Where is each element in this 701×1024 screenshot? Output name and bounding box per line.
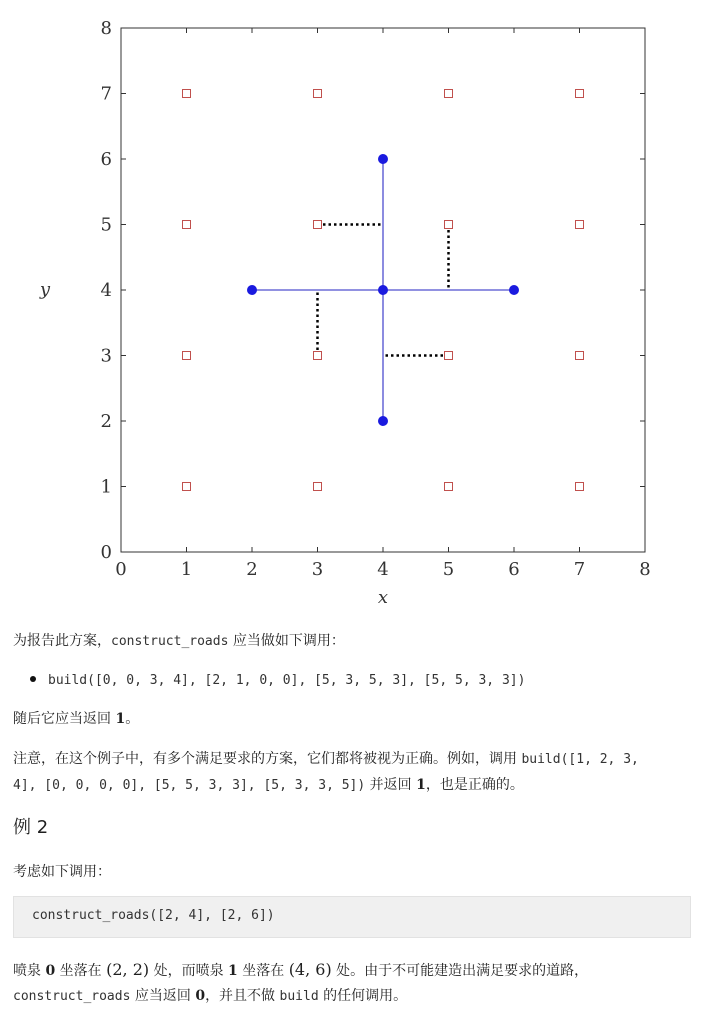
bench-marker <box>445 90 453 98</box>
text-segment: ，也是正确的。 <box>425 777 524 793</box>
text-segment: 处。由于不可能建造出满足要求的道路， <box>331 963 589 979</box>
x-tick-label: 7 <box>573 559 586 580</box>
paragraph-fountains-line1 <box>13 956 588 985</box>
x-tick-label: 3 <box>311 559 324 580</box>
y-tick-label: 3 <box>100 345 112 367</box>
bench-marker <box>183 483 191 491</box>
inline-code: construct_roads <box>13 989 131 1004</box>
code-block-text: construct_roads([2, 4], [2, 6]) <box>32 908 275 923</box>
y-axis-label: y <box>39 279 51 300</box>
bench-marker <box>576 352 584 360</box>
inline-code: build <box>279 989 319 1004</box>
text-segment: 的任何调用。 <box>318 988 408 1004</box>
paragraph-fountains-line2 <box>13 982 407 1011</box>
text-segment: 处，而喷泉 <box>149 963 229 979</box>
fountain-point <box>247 285 257 295</box>
y-tick-label: 5 <box>100 214 112 236</box>
text-segment: 为报告此方案， <box>13 633 111 649</box>
bench-marker <box>445 352 453 360</box>
text-segment: 随后它应当返回 <box>13 711 116 727</box>
example-2-heading: 例 2 <box>13 817 49 838</box>
fountain-point <box>509 285 519 295</box>
math-number: 0 <box>45 963 56 979</box>
x-tick-label: 5 <box>442 559 455 580</box>
fountain-point <box>378 154 388 164</box>
inline-code: construct_roads <box>111 634 229 649</box>
paragraph-consider-call <box>13 858 111 886</box>
x-tick-label: 6 <box>508 559 520 580</box>
bench-marker <box>314 221 322 229</box>
y-tick-label: 1 <box>100 476 112 498</box>
x-tick-label: 8 <box>639 559 651 580</box>
text-segment: 应当返回 <box>130 988 196 1004</box>
bench-marker <box>314 90 322 98</box>
math-number: 0 <box>195 988 206 1004</box>
paragraph-note-line2 <box>13 771 524 800</box>
bullet-item <box>48 666 525 695</box>
bench-marker <box>576 221 584 229</box>
bench-marker <box>314 483 322 491</box>
bench-marker <box>445 483 453 491</box>
inline-code: build([1, 2, 3, <box>521 752 639 767</box>
paragraph-return-value <box>13 705 139 733</box>
y-tick-label: 2 <box>100 411 112 432</box>
bench-marker <box>183 352 191 360</box>
bench-marker <box>445 221 453 229</box>
x-axis-label: x <box>377 587 389 608</box>
fountain-point <box>378 285 388 295</box>
inline-code: build([0, 0, 3, 4], [2, 1, 0, 0], [5, 3, 5, 3], [5, 5, 3, 3]) <box>48 673 526 688</box>
code-block <box>13 896 691 938</box>
x-tick-label: 4 <box>377 559 389 580</box>
math-number: 1 <box>416 777 426 793</box>
math-coordinate: (2, 2) <box>106 960 150 979</box>
paragraph-report-call <box>13 627 345 656</box>
paragraph-note-line1 <box>13 745 639 774</box>
x-tick-label: 0 <box>115 559 127 580</box>
math-number: 1 <box>115 711 126 727</box>
text-segment: 坐落在 <box>55 963 107 979</box>
y-tick-label: 8 <box>100 18 112 39</box>
inline-code: 4], [0, 0, 0, 0], [5, 5, 3, 3], [5, 3, 3, 5]) <box>13 778 366 793</box>
text-segment: 注意，在这个例子中，有多个满足要求的方案，它们都将被视为正确。例如，调用 <box>13 751 522 767</box>
text-segment: 。 <box>125 711 140 727</box>
math-coordinate: (4, 6) <box>288 960 332 979</box>
y-tick-label: 0 <box>100 542 112 563</box>
text-segment: 喷泉 <box>13 963 46 979</box>
bullet-dot <box>30 676 36 682</box>
math-number: 1 <box>228 963 238 979</box>
y-tick-label: 6 <box>100 149 112 170</box>
fountain-point <box>378 416 388 426</box>
text-segment: 考虑如下调用： <box>13 864 111 880</box>
text-segment: 应当做如下调用： <box>228 633 345 649</box>
text-segment: 坐落在 <box>237 963 289 979</box>
x-tick-label: 1 <box>180 559 193 580</box>
bench-marker <box>183 221 191 229</box>
bench-marker <box>314 352 322 360</box>
text-segment: 并返回 <box>365 777 417 793</box>
text-segment: ，并且不做 <box>205 988 280 1004</box>
bench-marker <box>576 90 584 98</box>
y-tick-label: 7 <box>100 83 112 105</box>
bench-marker <box>576 483 584 491</box>
bench-marker <box>183 90 191 98</box>
x-tick-label: 2 <box>246 559 258 580</box>
y-tick-label: 4 <box>100 280 112 301</box>
